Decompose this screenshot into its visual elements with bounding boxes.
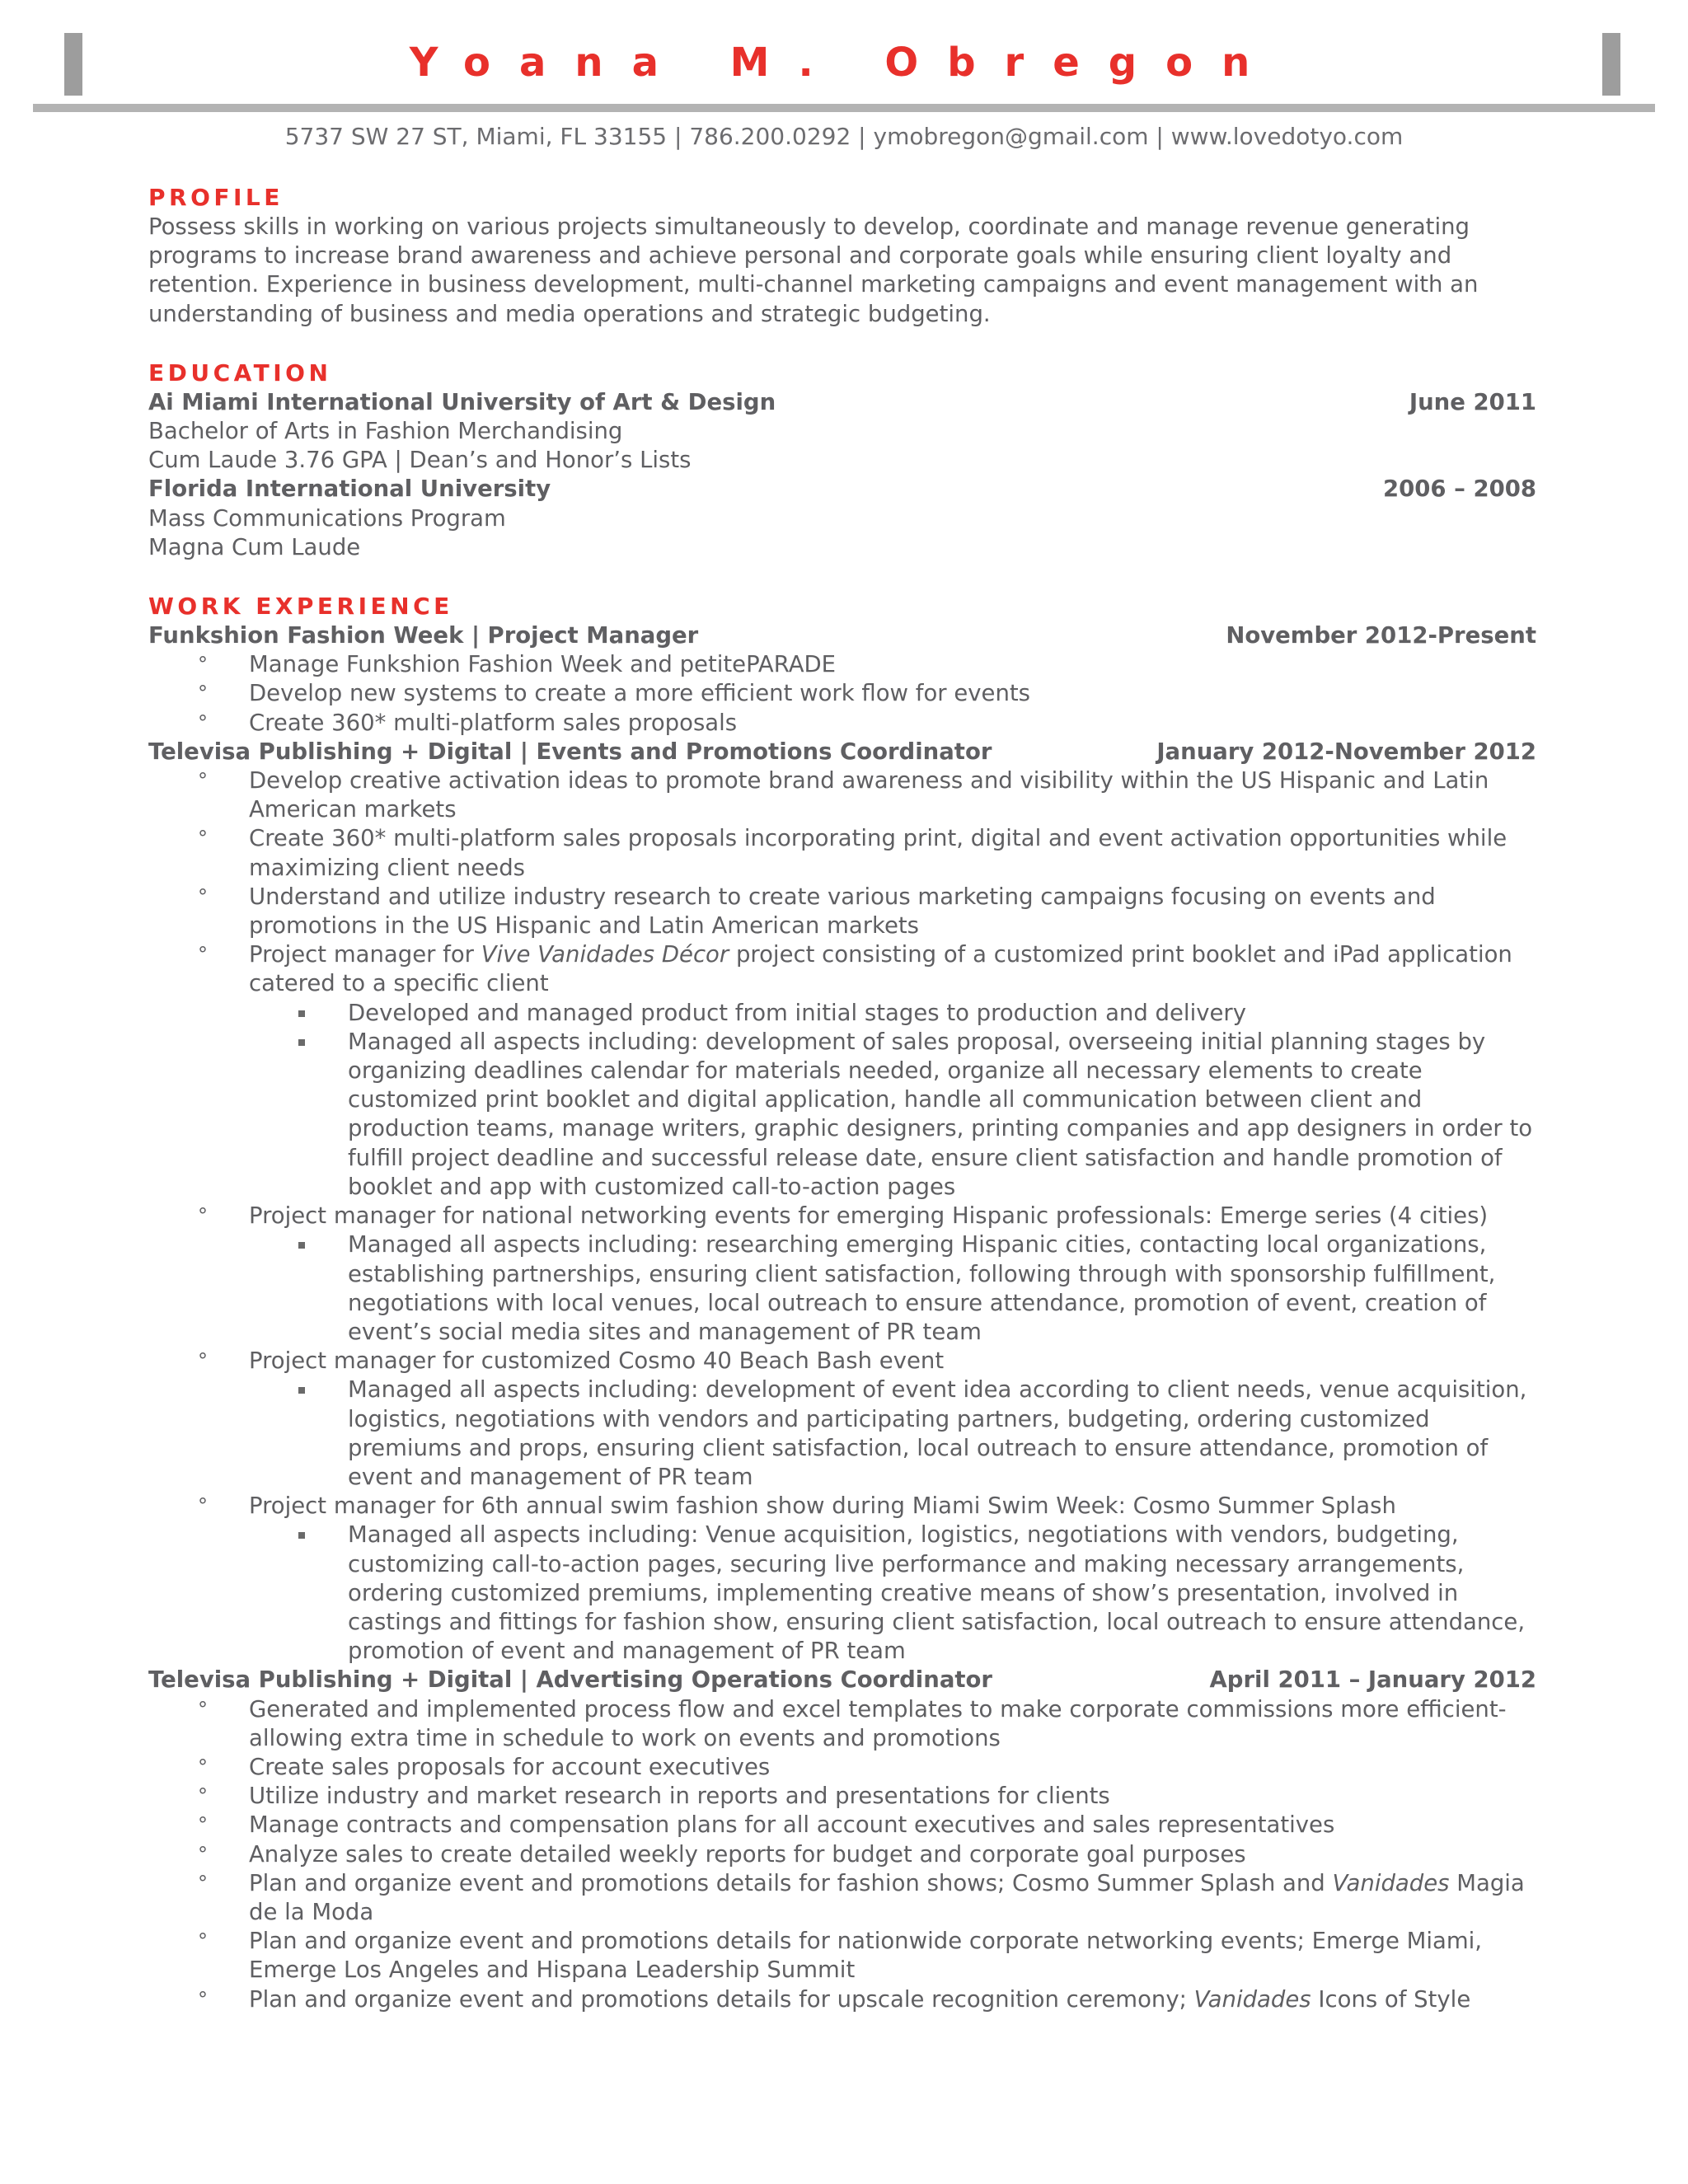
resume-body [148,183,1536,2014]
job-title: Funkshion Fashion Week | Project Manager [148,622,699,649]
school-entry [148,475,1536,562]
education-section [148,359,1536,562]
bullet-item: ° Create 360* multi-platform sales proposals incorporating print, digital and event activation opportunities while maximizing client needs [148,824,1536,882]
sub-bullets [148,999,1536,1202]
profile-text: Possess skills in working on various projects simultaneously to develop, coordinate and manage revenue generating programs to increase brand awareness and achieve personal and corporate goals while ensuring client loyalty and retention. Experience in business development, multi-channel marketing campaigns and event management with an understanding of business and media operations and strategic budgeting. [148,213,1479,327]
bullet-text: Icons of Style [1311,1985,1471,2013]
section-title-work: WORK EXPERIENCE [148,593,453,621]
job-date: November 2012-Present [1226,622,1536,649]
school-detail: Cum Laude 3.76 GPA | Dean’s and Honor’s Lists [148,447,692,474]
bullet-item [148,1492,1536,1666]
school-heading [148,475,1536,504]
bullet-item [148,1347,1536,1492]
bullet-item [148,1985,1536,2014]
job-heading [148,621,1536,650]
job-entry [148,621,1536,738]
job-heading [148,1666,1536,1694]
bullet-item: ° Create sales proposals for account executives [148,1753,1536,1782]
sub-bullets [148,1521,1536,1666]
sub-bullet-item: Managed all aspects including: researching emerging Hispanic cities, contacting local organizations, establishing partnerships, ensuring client satisfaction, following through with sponsorship fulfillment, negotiations with local venues, local outreach to ensure attendance, promotion of event, creation of event’s social media sites and management of PR team [148,1230,1536,1347]
school-entry [148,388,1536,476]
sub-bullet-item: Managed all aspects including: development of event idea according to client needs, venue acquisition, logistics, negotiations with vendors and participating partners, budgeting, ordering customized premiums and props, ensuring client satisfaction, local outreach to ensure attendance, promotion of event and management of PR team [148,1376,1536,1492]
bullet-text: Project manager for national networking events for emerging Hispanic professionals: Emerge series (4 cities) [249,1202,1489,1230]
job-bullets [148,1695,1536,2014]
bullet-text: project consisting of a customized print booklet and iPad application catered to a specific client [249,941,1512,997]
work-section [148,592,1536,2014]
bullet-text: Project manager for 6th annual swim fashion show during Miami Swim Week: Cosmo Summer Splash [249,1493,1396,1520]
sub-bullet-item: Managed all aspects including: development of sales proposal, overseeing initial planning stages by organizing deadlines calendar for materials needed, organize all necessary elements to create customized print booklet and digital application, handle all communication between client and production teams, manage writers, graphic designers, printing companies and app designers in order to fulfill project deadline and successful release date, ensure client satisfaction and handle promotion of booklet and app with customized call-to-action pages [148,1028,1536,1202]
resume-name: Yoana M. Obregon [409,40,1279,86]
school-date: 2006 – 2008 [1383,476,1536,503]
job-title: Televisa Publishing + Digital | Advertising Operations Coordinator [148,1666,992,1694]
sub-bullets [148,1376,1536,1492]
contact-line: 5737 SW 27 ST, Miami, FL 33155 | 786.200.0292 | ymobregon@gmail.com | www.lovedotyo.com [284,123,1404,150]
bullet-item: ° Manage Funkshion Fashion Week and petitePARADE [148,650,1536,679]
bullet-text: Project manager for customized Cosmo 40 Beach Bash event [249,1347,945,1375]
school-name: Florida International University [148,476,551,503]
bullet-item [148,940,1536,1202]
school-detail: Magna Cum Laude [148,533,361,560]
publication-title: Vanidades [1332,1869,1450,1896]
sub-bullets [148,1230,1536,1347]
school-detail: Mass Communications Program [148,504,506,532]
profile-section [148,183,1536,329]
job-entry [148,738,1536,1666]
bullet-item: ° Develop new systems to create a more efficient work flow for events [148,679,1536,708]
publication-title: Vanidades [1193,1985,1311,2013]
bullet-item: ° Generated and implemented process flow and excel templates to make corporate commissions more efficient- allowing extra time in schedule to work on events and promotions [148,1695,1536,1753]
job-entry [148,1666,1536,2013]
job-date: April 2011 – January 2012 [1209,1666,1536,1694]
school-heading [148,388,1536,417]
bullet-text: Plan and organize event and promotions details for upscale recognition ceremony; [249,1985,1194,2013]
bullet-item [148,1869,1536,1927]
job-date: January 2012-November 2012 [1156,738,1536,765]
bullet-text: Plan and organize event and promotions details for fashion shows; Cosmo Summer Splash and [249,1869,1333,1896]
job-bullets [148,650,1536,738]
header-rule [33,104,1655,112]
bullet-item: ° Plan and organize event and promotions details for nationwide corporate networking events; Emerge Miami, Emerge Los Angeles and Hispana Leadership Summit [148,1927,1536,1985]
bullet-item: ° Manage contracts and compensation plans for all account executives and sales representatives [148,1811,1536,1840]
bullet-text: Magia de la Moda [249,1869,1525,1925]
bullet-item: ° Utilize industry and market research in reports and presentations for clients [148,1782,1536,1811]
job-heading [148,738,1536,766]
section-title-education: EDUCATION [148,359,332,387]
school-name: Ai Miami International University of Art & Design [148,388,776,415]
bullet-item: ° Develop creative activation ideas to promote brand awareness and visibility within the US Hispanic and Latin American markets [148,766,1536,824]
publication-title: Vive Vanidades Décor [481,941,729,968]
school-date: June 2011 [1409,388,1536,415]
sub-bullet-item: Managed all aspects including: Venue acquisition, logistics, negotiations with vendors, budgeting, customizing call-to-action pages, securing live performance and making necessary arrangements, ordering customized premiums, implementing creative means of show’s presentation, involved in castings and fittings for fashion show, ensuring client satisfaction, local outreach to ensure attendance, promotion of event and management of PR team [148,1521,1536,1666]
section-title-profile: PROFILE [148,184,284,211]
school-detail: Bachelor of Arts in Fashion Merchandising [148,418,623,445]
bullet-text: Project manager for [249,941,481,968]
bullet-item: ° Analyze sales to create detailed weekly reports for budget and corporate goal purposes [148,1840,1536,1869]
bullet-item: ° Understand and utilize industry research to create various marketing campaigns focusing on events and promotions in the US Hispanic and Latin American markets [148,883,1536,940]
sub-bullet-item: Developed and managed product from initial stages to production and delivery [148,999,1536,1028]
job-bullets [148,766,1536,1666]
bullet-item: ° Create 360* multi-platform sales proposals [148,709,1536,738]
bullet-item [148,1202,1536,1347]
job-title: Televisa Publishing + Digital | Events and Promotions Coordinator [148,738,992,765]
